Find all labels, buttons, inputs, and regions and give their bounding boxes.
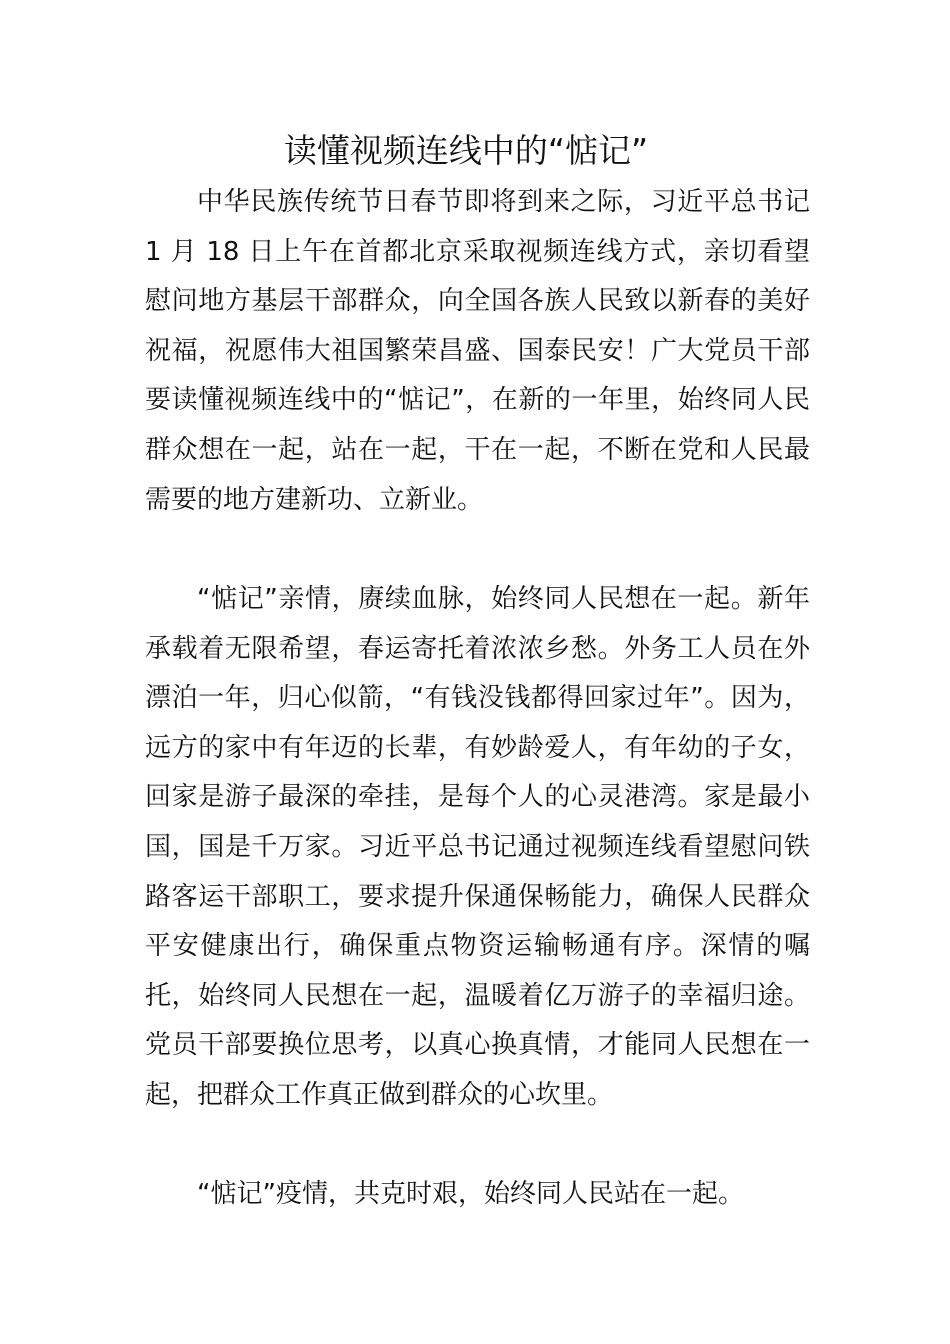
document-title: 读懂视频连线中的“惦记” [283, 131, 649, 170]
paragraph-family: “惦记”亲情，赓续血脉，始终同人民想在一起。新年承载着无限希望，春运寄托着浓浓乡愁。外务工人员在外漂泊一年，归心似箭，“有钱没钱都得回家过年”。因为，远方的家中有年迈的长辈，有妙龄爱人，有年幼的子女，回家是游子最深的牵挂，是每个人的心灵港湾。家是最小国，国是千万家。习近平总书记通过视频连线看望慰问铁路客运干部职工，要求提升保通保畅能力，确保人民群众平安健康出行，确保重点物资运输畅通有序。深情的嘱托，始终同人民想在一起，温暖着亿万游子的幸福归途。党员干部要换位思考，以真心换真情，才能同人民想在一起，把群众工作真正做到群众的心坎里。 [145, 584, 810, 1110]
paragraph-intro: 中华民族传统节日春节即将到来之际，习近平总书记 1 月 18 日上午在首都北京采取视频连线方式，亲切看望慰问地方基层干部群众，向全国各族人民致以新春的美好祝福，祝愿伟大祖国繁荣昌盛、国泰民安！广大党员干部要读懂视频连线中的“惦记”，在新的一年里，始终同人民群众想在一起，站在一起，干在一起，不断在党和人民最需要的地方建新功、立新业。 [145, 187, 810, 515]
paragraph-epidemic: “惦记”疫情，共克时艰，始终同人民站在一起。 [197, 1179, 744, 1209]
